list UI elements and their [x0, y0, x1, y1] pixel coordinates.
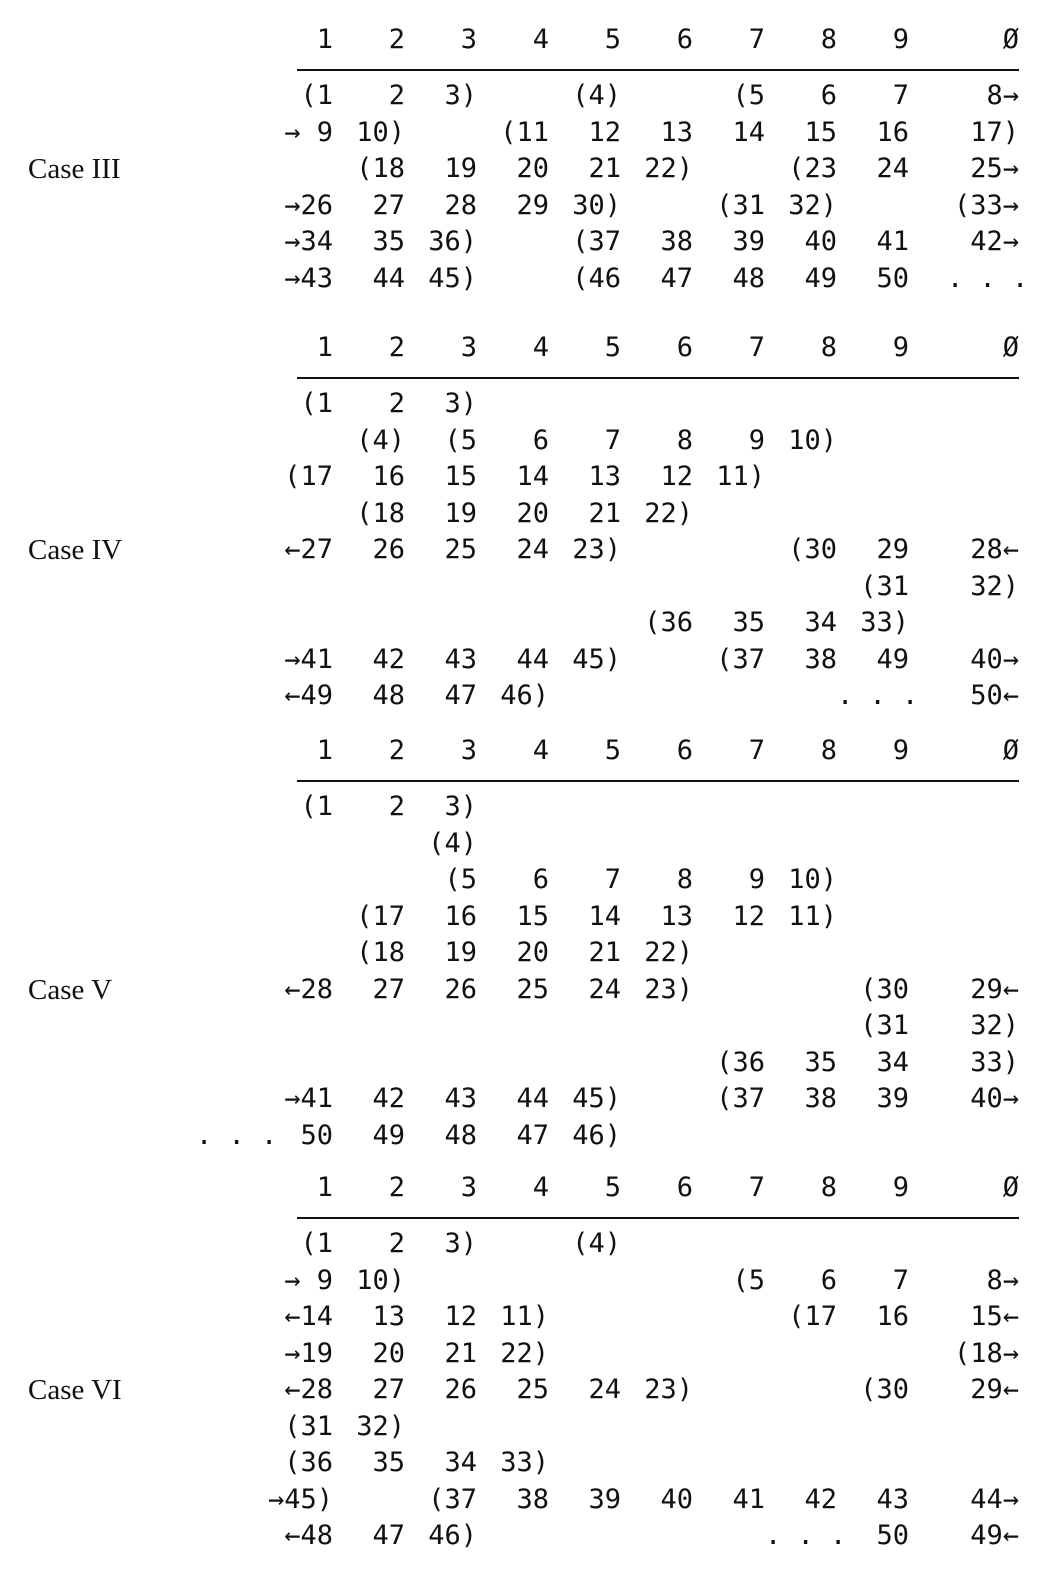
header-digit: Ø [1002, 24, 1019, 55]
table-cell: 29 [516, 189, 549, 221]
table-cell: 6 [532, 864, 549, 895]
table-cell: 45) [428, 262, 477, 294]
table-cell: 25 [444, 534, 477, 565]
table-cell: 39 [732, 226, 765, 257]
header-digit: 8 [820, 1172, 837, 1203]
header-digit: 6 [676, 1172, 693, 1203]
table-cell: 19 [444, 497, 477, 529]
table-cell: 2 [388, 1228, 405, 1259]
table-cell: 49 [876, 643, 909, 675]
table-cell: 29 [876, 534, 909, 565]
table-cell: 34 [804, 607, 837, 638]
table-cell: 15 [516, 900, 549, 932]
table-cell: 3) [444, 791, 477, 822]
table-row [0, 899, 1057, 935]
table-cell: 41 [876, 226, 909, 257]
table-cell: 16 [876, 1301, 909, 1332]
table-cell: 48 [372, 680, 405, 711]
table-cell: 12 [588, 116, 621, 148]
table-cell: (4) [428, 827, 477, 859]
table-cell: (23 [788, 153, 837, 184]
table-cell: 20 [516, 153, 549, 184]
table-row [0, 605, 1057, 641]
table-cell: 19 [444, 937, 477, 968]
table-row [0, 642, 1057, 678]
header-rule [297, 1217, 1019, 1219]
header-digit: 3 [460, 24, 477, 55]
table-cell: 2 [388, 791, 405, 822]
table-cell: 3) [444, 80, 477, 111]
header-row [0, 1170, 1057, 1206]
table-cell: 7 [604, 424, 621, 456]
table-cell: ←48 [284, 1520, 333, 1551]
table-cell: (5 [444, 864, 477, 895]
table-cell: 26 [444, 1374, 477, 1405]
table-cell: 47 [444, 680, 477, 711]
table-cell: 40→ [970, 643, 1019, 675]
table-cell: 35 [372, 226, 405, 257]
table-cell: 39 [588, 1483, 621, 1515]
table-cell: 50← [970, 680, 1019, 711]
table-cell: → 9 [284, 116, 333, 148]
table-cell: 25 [516, 1374, 549, 1405]
table-cell: 3) [444, 1228, 477, 1259]
table-cell: 50 [300, 1119, 333, 1151]
header-digit: 4 [532, 1172, 549, 1203]
table-cell: 7 [892, 1264, 909, 1296]
header-digit: 5 [604, 1172, 621, 1203]
header-digit: 6 [676, 735, 693, 766]
table-cell: 7 [604, 864, 621, 895]
table-row [0, 1445, 1057, 1481]
table-cell: 16 [876, 116, 909, 148]
table-cell: 10) [356, 1264, 405, 1296]
table-cell: (11 [500, 116, 549, 148]
header-digit: 2 [388, 735, 405, 766]
table-cell: 39 [876, 1083, 909, 1114]
table-cell: (30 [860, 973, 909, 1005]
table-cell: 13 [588, 461, 621, 492]
table-cell: 14 [732, 116, 765, 148]
table-row [0, 1263, 1057, 1299]
header-digit: 6 [676, 332, 693, 363]
table-cell: (1 [300, 791, 333, 822]
case-label: Case IV [28, 534, 123, 566]
header-digit: 9 [892, 332, 909, 363]
table-cell: 21 [588, 497, 621, 529]
table-cell: (5 [444, 424, 477, 456]
table-cell: →41 [284, 643, 333, 675]
table-cell: . . . [837, 680, 919, 711]
table-cell: 32) [970, 1010, 1019, 1041]
header-digit: 2 [388, 332, 405, 363]
table-cell: 36) [428, 226, 477, 257]
table-cell: 20 [516, 937, 549, 968]
table-cell: 28 [444, 189, 477, 221]
table-cell: 40 [660, 1483, 693, 1515]
table-cell: 22) [644, 937, 693, 968]
table-cell: →41 [284, 1083, 333, 1114]
table-row [0, 423, 1057, 459]
table-cell: 49← [970, 1520, 1019, 1551]
table-cell: 2 [388, 388, 405, 419]
table-cell: 23) [644, 1374, 693, 1405]
table-cell: 38 [660, 226, 693, 257]
header-digit: Ø [1002, 332, 1019, 363]
table-row [0, 862, 1057, 898]
table-cell: 2 [388, 80, 405, 111]
table-cell: 42→ [970, 226, 1019, 257]
table-cell: →19 [284, 1337, 333, 1369]
table-cell: 11) [500, 1301, 549, 1332]
header-digit: 4 [532, 332, 549, 363]
table-row [0, 532, 1057, 568]
table-cell: (18 [356, 937, 405, 968]
table-cell: 22) [644, 497, 693, 529]
header-digit: 5 [604, 332, 621, 363]
table-cell: 12 [444, 1301, 477, 1332]
table-cell: 38 [804, 643, 837, 675]
header-digit: Ø [1002, 735, 1019, 766]
table-row [0, 789, 1057, 825]
table-cell: 8 [676, 424, 693, 456]
table-cell: 3) [444, 388, 477, 419]
table-cell: 47 [660, 262, 693, 294]
table-cell: (31 [860, 570, 909, 602]
table-cell: (1 [300, 1228, 333, 1259]
header-digit: 7 [748, 332, 765, 363]
header-digit: 3 [460, 1172, 477, 1203]
table-row [0, 188, 1057, 224]
table-cell: 34 [876, 1046, 909, 1078]
table-cell: 42 [372, 643, 405, 675]
table-cell: 25 [516, 973, 549, 1005]
table-cell: 35 [804, 1046, 837, 1078]
table-cell: 10) [356, 116, 405, 148]
table-cell: (18 [356, 497, 405, 529]
table-cell: 16 [444, 900, 477, 932]
header-digit: 4 [532, 24, 549, 55]
table-cell: →45) [267, 1483, 333, 1515]
table-cell: (5 [732, 80, 765, 111]
header-rule [297, 69, 1019, 71]
table-cell: (37 [572, 226, 621, 257]
header-digit: 8 [820, 24, 837, 55]
header-row [0, 330, 1057, 366]
case-label: Case VI [28, 1374, 122, 1406]
table-cell: (18 [356, 153, 405, 184]
case-label: Case V [28, 973, 113, 1006]
table-cell: (37 [716, 643, 765, 675]
table-row [0, 1336, 1057, 1372]
table-cell: 48 [732, 262, 765, 294]
table-cell: 29← [970, 973, 1019, 1005]
table-cell: 10) [788, 864, 837, 895]
table-row [0, 1118, 1057, 1154]
table-cell: 47 [372, 1520, 405, 1551]
table-cell: 19 [444, 153, 477, 184]
header-digit: 9 [892, 1172, 909, 1203]
table-cell: (37 [716, 1083, 765, 1114]
table-cell: 28← [970, 534, 1019, 565]
header-digit: 1 [316, 332, 333, 363]
header-digit: Ø [1002, 1172, 1019, 1203]
table-cell: 17) [970, 116, 1019, 148]
table-cell: 20 [372, 1337, 405, 1369]
table-cell: 44 [372, 262, 405, 294]
table-cell: 13 [372, 1301, 405, 1332]
table-cell: . . . [947, 262, 1029, 294]
table-cell: 29← [970, 1374, 1019, 1405]
header-digit: 2 [388, 24, 405, 55]
header-digit: 5 [604, 735, 621, 766]
table-row [0, 224, 1057, 260]
table-cell: 32) [356, 1410, 405, 1442]
table-cell: 22) [644, 153, 693, 184]
table-cell: 44 [516, 1083, 549, 1114]
table-cell: 44 [516, 643, 549, 675]
table-cell: 15 [444, 461, 477, 492]
table-row [0, 935, 1057, 971]
table-cell: ←28 [284, 973, 333, 1005]
header-rule [297, 780, 1019, 782]
table-cell: 43 [444, 643, 477, 675]
table-cell: ←28 [284, 1374, 333, 1405]
table-cell: 43 [876, 1483, 909, 1515]
table-cell: 15← [970, 1301, 1019, 1332]
table-cell: 14 [588, 900, 621, 932]
header-row [0, 733, 1057, 769]
table-cell: 6 [532, 424, 549, 456]
table-cell: (17 [788, 1301, 837, 1332]
table-cell: 25→ [970, 153, 1019, 184]
table-cell: (31 [284, 1410, 333, 1442]
table-row [0, 115, 1057, 151]
table-row [0, 1008, 1057, 1044]
table-cell: (4) [572, 80, 621, 111]
table-cell: . . . [765, 1520, 847, 1551]
header-digit: 1 [316, 1172, 333, 1203]
header-digit: 3 [460, 735, 477, 766]
table-row [0, 1226, 1057, 1262]
table-cell: 45) [572, 1083, 621, 1114]
table-cell: 11) [788, 900, 837, 932]
table-cell: 35 [732, 607, 765, 638]
table-cell: (17 [284, 461, 333, 492]
table-cell: 14 [516, 461, 549, 492]
header-digit: 9 [892, 24, 909, 55]
table-cell: 27 [372, 973, 405, 1005]
table-cell: 21 [444, 1337, 477, 1369]
table-row [0, 386, 1057, 422]
table-cell: 44→ [970, 1483, 1019, 1515]
table-cell: →34 [284, 226, 333, 257]
table-cell: 24 [876, 153, 909, 184]
table-cell: (31 [716, 189, 765, 221]
table-cell: 6 [820, 80, 837, 111]
table-cell: 40 [804, 226, 837, 257]
table-row [0, 496, 1057, 532]
header-digit: 9 [892, 735, 909, 766]
table-cell: 27 [372, 1374, 405, 1405]
table-cell: (46 [572, 262, 621, 294]
table-row [0, 261, 1057, 297]
table-row [0, 678, 1057, 714]
table-row [0, 1045, 1057, 1081]
table-cell: 43 [444, 1083, 477, 1114]
table-cell: 21 [588, 937, 621, 968]
table-cell: 46) [500, 680, 549, 711]
header-digit: 5 [604, 24, 621, 55]
table-cell: → 9 [284, 1264, 333, 1296]
table-row [0, 569, 1057, 605]
table-cell: (5 [732, 1264, 765, 1296]
table-cell: 34 [444, 1447, 477, 1478]
table-cell: (31 [860, 1010, 909, 1041]
header-digit: 7 [748, 24, 765, 55]
table-cell: 49 [804, 262, 837, 294]
table-cell: 50 [876, 262, 909, 294]
table-row [0, 459, 1057, 495]
table-cell: 24 [516, 534, 549, 565]
table-cell: 27 [372, 189, 405, 221]
table-cell: (1 [300, 388, 333, 419]
table-row [0, 1299, 1057, 1335]
header-digit: 1 [316, 24, 333, 55]
table-cell: 33) [970, 1046, 1019, 1078]
table-cell: 40→ [970, 1083, 1019, 1114]
table-cell: 41 [732, 1483, 765, 1515]
table-cell: 42 [372, 1083, 405, 1114]
table-cell: (37 [428, 1483, 477, 1515]
table-cell: (1 [300, 80, 333, 111]
table-cell: 6 [820, 1264, 837, 1296]
table-cell: 47 [516, 1119, 549, 1151]
table-cell: 48 [444, 1119, 477, 1151]
table-cell: 13 [660, 900, 693, 932]
table-cell: (18→ [953, 1337, 1019, 1369]
table-cell: 49 [372, 1119, 405, 1151]
table-cell: →26 [284, 189, 333, 221]
table-cell: 15 [804, 116, 837, 148]
table-row [0, 1081, 1057, 1117]
table-cell: 21 [588, 153, 621, 184]
header-digit: 4 [532, 735, 549, 766]
header-row [0, 22, 1057, 58]
table-cell: 16 [372, 461, 405, 492]
table-cell: 24 [588, 1374, 621, 1405]
header-digit: 7 [748, 735, 765, 766]
table-cell: (36 [716, 1046, 765, 1078]
table-row [0, 1482, 1057, 1518]
table-cell: 38 [516, 1483, 549, 1515]
table-cell: 50 [876, 1520, 909, 1551]
table-cell: 33) [500, 1447, 549, 1478]
header-rule [297, 377, 1019, 379]
table-cell: (4) [572, 1228, 621, 1259]
table-cell: 12 [732, 900, 765, 932]
table-cell: 42 [804, 1483, 837, 1515]
table-cell: ←14 [284, 1301, 333, 1332]
table-cell: 46) [572, 1119, 621, 1151]
table-row [0, 1372, 1057, 1408]
header-digit: 7 [748, 1172, 765, 1203]
header-digit: 2 [388, 1172, 405, 1203]
table-cell: 32) [970, 570, 1019, 602]
table-cell: 7 [892, 80, 909, 111]
table-row [0, 826, 1057, 862]
table-cell: 38 [804, 1083, 837, 1114]
table-cell: 10) [788, 424, 837, 456]
table-cell: 8→ [986, 1264, 1019, 1296]
table-cell: 46) [428, 1520, 477, 1551]
table-cell: (36 [284, 1447, 333, 1478]
case-label: Case III [28, 153, 121, 185]
table-cell: (30 [860, 1374, 909, 1405]
table-cell: ←27 [284, 534, 333, 565]
table-row [0, 1518, 1057, 1554]
table-cell: 30) [572, 189, 621, 221]
header-digit: 3 [460, 332, 477, 363]
table-cell: 45) [572, 643, 621, 675]
table-cell: 13 [660, 116, 693, 148]
table-cell: (17 [356, 900, 405, 932]
table-cell: 11) [716, 461, 765, 492]
table-row [0, 151, 1057, 187]
leading-ellipsis: . . . [196, 1119, 278, 1151]
table-cell: 9 [748, 864, 765, 895]
header-digit: 8 [820, 332, 837, 363]
header-digit: 6 [676, 24, 693, 55]
table-row [0, 972, 1057, 1008]
table-cell: 23) [644, 973, 693, 1005]
header-digit: 1 [316, 735, 333, 766]
table-cell: 12 [660, 461, 693, 492]
table-cell: →43 [284, 262, 333, 294]
table-cell: 8 [676, 864, 693, 895]
table-cell: 35 [372, 1447, 405, 1478]
table-cell: 26 [372, 534, 405, 565]
table-cell: ←49 [284, 680, 333, 711]
table-row [0, 1409, 1057, 1445]
table-cell: 26 [444, 973, 477, 1005]
table-cell: 9 [748, 424, 765, 456]
table-cell: 20 [516, 497, 549, 529]
table-cell: (33→ [953, 189, 1019, 221]
table-cell: (30 [788, 534, 837, 565]
table-cell: 22) [500, 1337, 549, 1369]
table-cell: 33) [860, 607, 909, 638]
table-cell: 24 [588, 973, 621, 1005]
table-cell: (36 [644, 607, 693, 638]
table-row [0, 78, 1057, 114]
table-cell: (4) [356, 424, 405, 456]
header-digit: 8 [820, 735, 837, 766]
table-cell: 8→ [986, 80, 1019, 111]
table-cell: 32) [788, 189, 837, 221]
table-cell: 23) [572, 534, 621, 565]
